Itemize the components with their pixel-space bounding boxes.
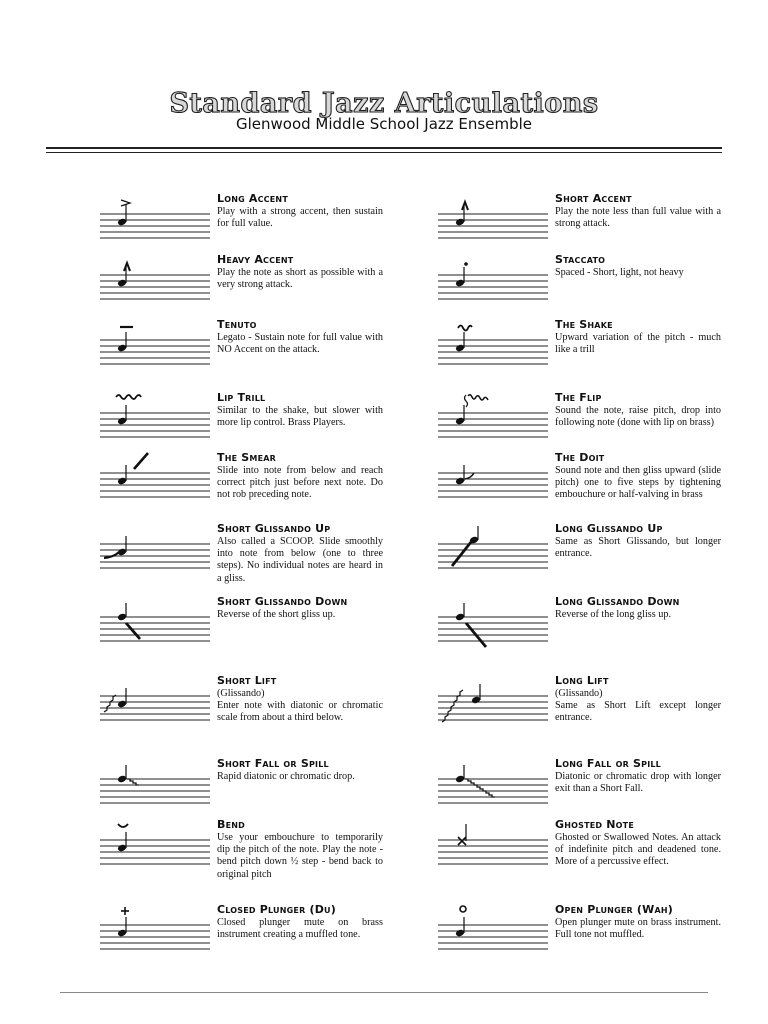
articulation-description: (Glissando) Same as Short Lift except longer entrance. xyxy=(555,688,721,724)
articulation-text xyxy=(555,451,721,502)
articulation-text xyxy=(555,391,721,429)
articulation-description: (Glissando) Enter note with diatonic or chromatic scale from about a third below. xyxy=(217,688,383,724)
articulation-text xyxy=(217,391,383,429)
articulation-name: Ghosted Note xyxy=(555,818,635,831)
articulation-name: Long Glissando Down xyxy=(555,595,680,608)
articulation-name: Closed Plunger (Du) xyxy=(217,903,336,916)
articulation-name: Short Accent xyxy=(555,192,632,205)
articulation-closed-plunger xyxy=(100,903,440,969)
articulation-text xyxy=(217,451,383,502)
articulation-short-lift xyxy=(100,674,440,740)
articulation-long-gliss-down xyxy=(438,595,768,661)
articulation-open-plunger xyxy=(438,903,768,969)
articulation-long-lift xyxy=(438,674,768,740)
articulation-name: Long Fall or Spill xyxy=(555,757,661,770)
articulation-description: Similar to the shake, but slower with more lip control. Brass Players. xyxy=(217,405,383,429)
articulation-description: Sound the note, raise pitch, drop into following note (done with lip on brass) xyxy=(555,405,721,429)
articulation-text xyxy=(555,192,721,230)
articulation-name: Staccato xyxy=(555,253,606,266)
articulation-description: Play the note less than full value with a strong attack. xyxy=(555,206,721,230)
articulation-long-fall xyxy=(438,757,768,823)
articulation-name: Short Fall or Spill xyxy=(217,757,329,770)
articulation-text xyxy=(217,757,383,783)
articulation-text xyxy=(217,595,383,621)
articulation-description: Diatonic or chromatic drop with longer exit than a Short Fall. xyxy=(555,771,721,795)
articulation-description: Open plunger mute on brass instrument. Full tone not muffled. xyxy=(555,917,721,941)
articulation-text xyxy=(217,318,383,356)
articulation-long-gliss-up xyxy=(438,522,768,588)
articulation-short-accent xyxy=(438,192,768,258)
articulation-name: The Smear xyxy=(217,451,276,464)
articulation-text xyxy=(217,903,383,941)
articulation-lip-trill xyxy=(100,391,440,457)
articulation-name: The Shake xyxy=(555,318,613,331)
articulation-bend xyxy=(100,818,440,884)
articulation-description: Sound note and then gliss upward (slide pitch) one to five steps by tightening embouchure or half-valving in brass xyxy=(555,465,721,501)
articulation-name: Open Plunger (Wah) xyxy=(555,903,673,916)
header-rule-thin xyxy=(46,152,722,153)
articulation-name: The Flip xyxy=(555,391,602,404)
articulation-text xyxy=(555,674,721,725)
page-subtitle: Glenwood Middle School Jazz Ensemble xyxy=(235,115,532,133)
articulation-name: Short Lift xyxy=(217,674,277,687)
articulation-name: Long Accent xyxy=(217,192,288,205)
articulation-name: The Doit xyxy=(555,451,605,464)
articulation-text xyxy=(555,318,721,356)
articulation-short-fall xyxy=(100,757,440,823)
articulation-text xyxy=(217,253,383,291)
articulation-text xyxy=(555,522,721,560)
articulation-text xyxy=(217,818,383,881)
articulation-heavy-accent xyxy=(100,253,440,319)
articulation-name: Long Glissando Up xyxy=(555,522,663,535)
articulation-short-gliss-up xyxy=(100,522,440,588)
articulation-text xyxy=(555,818,721,869)
articulation-smear xyxy=(100,451,440,517)
articulation-tenuto xyxy=(100,318,440,384)
articulation-text xyxy=(555,757,721,795)
articulation-shake xyxy=(438,318,768,384)
articulation-description: Use your embouchure to temporarily dip the pitch of the note. Play the note - bend pitch down ½ step - bend back to original pitch xyxy=(217,832,383,880)
articulation-description: Play the note as short as possible with a very strong attack. xyxy=(217,267,383,291)
articulation-staccato xyxy=(438,253,768,319)
articulation-text xyxy=(555,253,721,279)
footer-rule xyxy=(60,992,708,993)
articulation-description: Play with a strong accent, then sustain for full value. xyxy=(217,206,383,230)
articulation-description: Reverse of the short gliss up. xyxy=(217,609,336,620)
articulation-text xyxy=(217,192,383,230)
page-title: Standard Jazz Articulations xyxy=(169,88,599,119)
header-rule-thick xyxy=(46,147,722,149)
articulation-description: Also called a SCOOP. Slide smoothly into note from below (one to three steps). No individual notes are heard in a gliss. xyxy=(217,536,383,584)
articulation-description: Legato - Sustain note for full value with NO Accent on the attack. xyxy=(217,332,383,356)
articulation-doit xyxy=(438,451,768,517)
articulation-flip xyxy=(438,391,768,457)
articulation-name: Lip Trill xyxy=(217,391,266,404)
articulation-name: Short Glissando Down xyxy=(217,595,348,608)
articulation-name: Tenuto xyxy=(217,318,257,331)
articulation-description: Upward variation of the pitch - much like a trill xyxy=(555,332,721,356)
articulation-text xyxy=(217,522,383,585)
articulation-description: Slide into note from below and reach correct pitch just before next note. Do not rob preceding note. xyxy=(217,465,383,501)
articulation-ghosted-note xyxy=(438,818,768,884)
articulation-name: Bend xyxy=(217,818,245,831)
articulation-description: Ghosted or Swallowed Notes. An attack of indefinite pitch and deadened tone. More of a percussive effect. xyxy=(555,832,721,868)
articulation-text xyxy=(555,903,721,941)
articulation-name: Heavy Accent xyxy=(217,253,294,266)
articulation-short-gliss-down xyxy=(100,595,440,661)
articulation-text xyxy=(555,595,721,621)
articulation-name: Long Lift xyxy=(555,674,609,687)
articulation-description: Reverse of the long gliss up. xyxy=(555,609,672,620)
articulation-description: Rapid diatonic or chromatic drop. xyxy=(217,771,355,782)
articulation-description: Closed plunger mute on brass instrument creating a muffled tone. xyxy=(217,917,383,941)
articulation-description: Same as Short Glissando, but longer entrance. xyxy=(555,536,721,560)
articulation-name: Short Glissando Up xyxy=(217,522,331,535)
articulation-text xyxy=(217,674,383,725)
articulation-description: Spaced - Short, light, not heavy xyxy=(555,267,684,278)
articulation-long-accent xyxy=(100,192,440,258)
